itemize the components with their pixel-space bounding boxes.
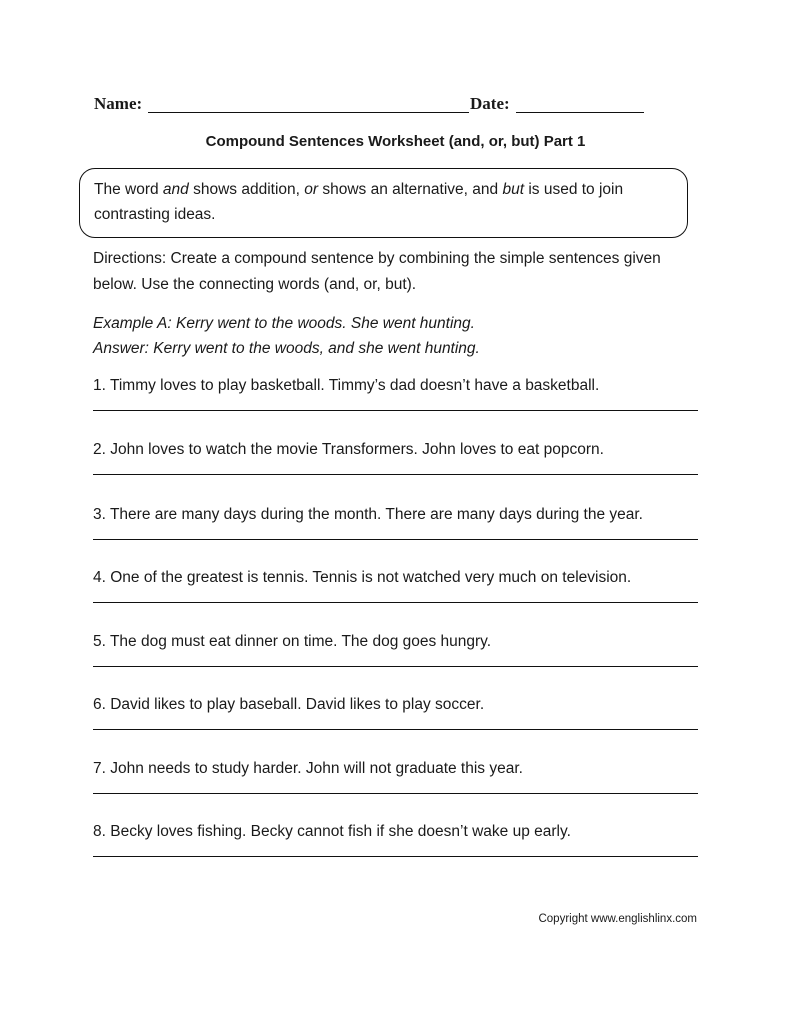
name-label: Name: bbox=[94, 94, 143, 113]
name-field[interactable] bbox=[148, 112, 469, 113]
note-box bbox=[79, 168, 688, 238]
answer-line[interactable] bbox=[93, 793, 698, 794]
question-8 bbox=[93, 822, 703, 842]
note-text-4: is used to join contrasting ideas. bbox=[94, 181, 624, 223]
date-label: Date: bbox=[470, 94, 510, 113]
example bbox=[93, 311, 703, 361]
question-text: 2. John loves to watch the movie Transformers. John loves to eat popcorn. bbox=[93, 441, 604, 458]
answer-line[interactable] bbox=[93, 602, 698, 603]
example-line-2: Answer: Kerry went to the woods, and she went hunting. bbox=[93, 340, 480, 357]
question-text: 7. John needs to study harder. John will not graduate this year. bbox=[93, 760, 523, 777]
worksheet-title: Compound Sentences Worksheet (and, or, but) Part 1 bbox=[205, 133, 586, 150]
question-5 bbox=[93, 632, 703, 652]
note-text-3: shows an alternative, and bbox=[318, 181, 503, 198]
answer-line[interactable] bbox=[93, 856, 698, 857]
copyright: Copyright www.englishlinx.com bbox=[538, 913, 697, 925]
answer-line[interactable] bbox=[93, 666, 698, 667]
question-2 bbox=[93, 440, 703, 460]
answer-line[interactable] bbox=[93, 410, 698, 411]
question-text: 8. Becky loves fishing. Becky cannot fish if she doesn’t wake up early. bbox=[93, 823, 571, 840]
directions: Directions: Create a compound sentence by combining the simple sentences given below. Use the connecting words (and, or, but). bbox=[93, 250, 661, 293]
question-text: 4. One of the greatest is tennis. Tennis is not watched very much on television. bbox=[93, 569, 632, 586]
note-text-1: The word bbox=[94, 181, 163, 198]
answer-line[interactable] bbox=[93, 729, 698, 730]
question-text: 5. The dog must eat dinner on time. The dog goes hungry. bbox=[93, 633, 492, 650]
header bbox=[94, 90, 694, 120]
example-line-1: Example A: Kerry went to the woods. She went hunting. bbox=[93, 315, 475, 332]
question-text: 1. Timmy loves to play basketball. Timmy’s dad doesn’t have a basketball. bbox=[93, 377, 600, 394]
answer-line[interactable] bbox=[93, 539, 698, 540]
date-field[interactable] bbox=[516, 112, 644, 113]
note-word-or: or bbox=[304, 181, 319, 198]
question-text: 6. David likes to play baseball. David likes to play soccer. bbox=[93, 696, 485, 713]
question-7 bbox=[93, 759, 703, 779]
question-4 bbox=[93, 568, 703, 588]
question-text: 3. There are many days during the month. There are many days during the year. bbox=[93, 506, 643, 523]
note-word-and: and bbox=[162, 181, 189, 198]
answer-line[interactable] bbox=[93, 474, 698, 475]
note-word-but: but bbox=[502, 181, 525, 198]
question-6 bbox=[93, 695, 703, 715]
note-text-2: shows addition, bbox=[188, 181, 305, 198]
question-3 bbox=[93, 505, 703, 525]
question-1 bbox=[93, 376, 703, 396]
